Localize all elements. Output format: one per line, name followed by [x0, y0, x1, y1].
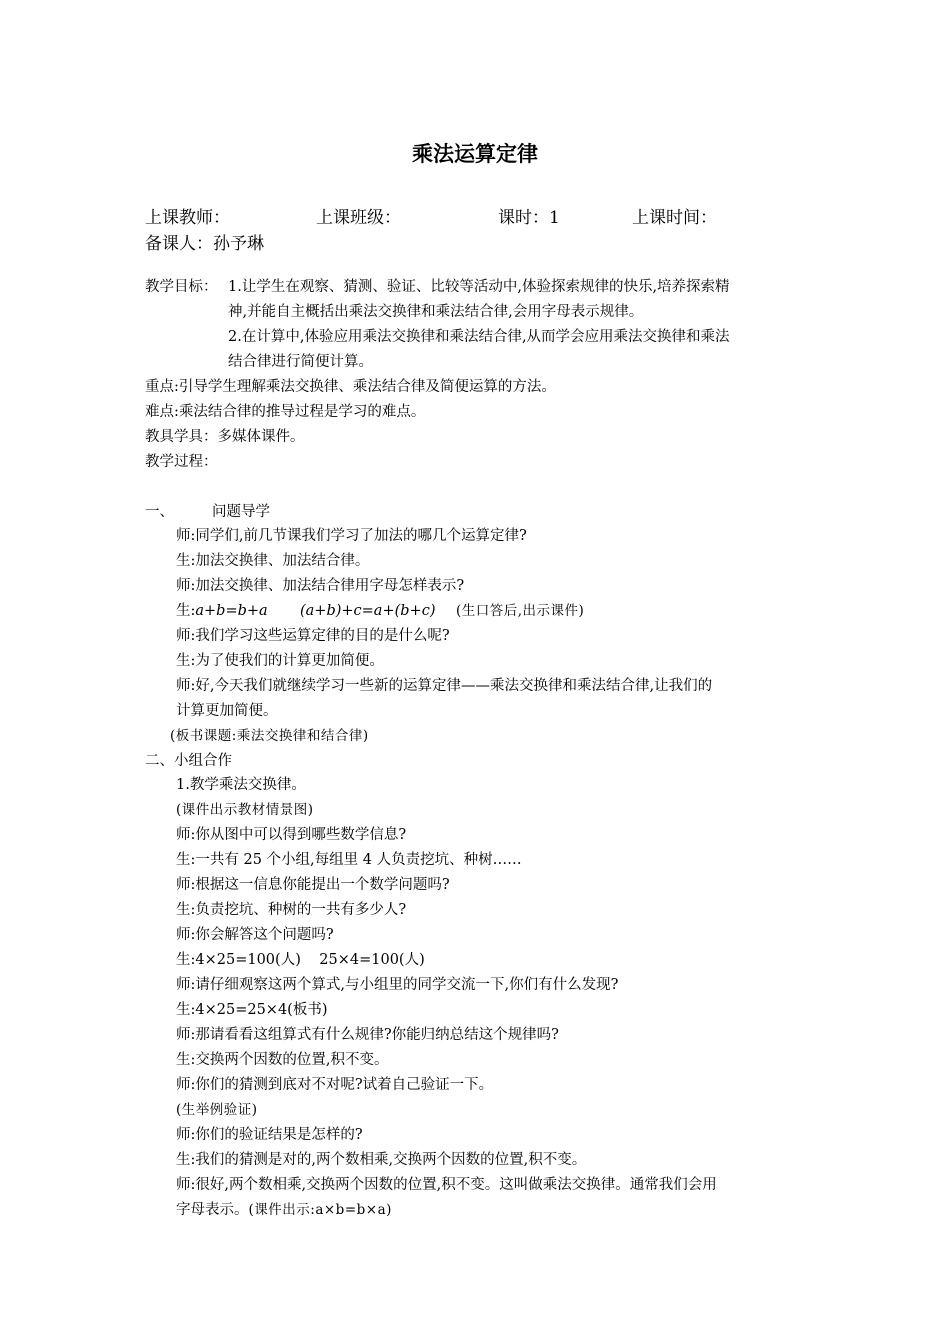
class-label: 上课班级： [316, 208, 401, 228]
dialogue-line: 生:我们的猜测是对的,两个数相乘,交换两个因数的位置,积不变。 [176, 1152, 587, 1168]
stage-note: (课件出示教材情景图) [176, 802, 314, 818]
goal-2-line-1: 2.在计算中,体验应用乘法交换律和乘法结合律,从而学会应用乘法交换律和乘法 [228, 329, 730, 345]
stage-note: (生口答后,出示课件) [456, 603, 585, 619]
goal-1-line-2: 神,并能自主概括出乘法交换律和乘法结合律,会用字母表示规律。 [228, 304, 644, 320]
dialogue-line: 师:同学们,前几节课我们学习了加法的哪几个运算定律? [176, 528, 527, 544]
period-label: 课时：1 [498, 208, 560, 228]
document-title: 乘法运算定律 [412, 142, 538, 166]
subsection-title: 1.教学乘法交换律。 [176, 777, 306, 793]
dialogue-line: 字母表示。(课件出示:a×b=b×a) [176, 1202, 392, 1218]
teacher-label: 上课教师： [145, 208, 230, 228]
formula-addition-associative: (a+b)+c=a+(b+c) [300, 603, 436, 619]
dialogue-line: 师:那请看看这组算式有什么规律?你能归纳总结这个规律吗? [176, 1027, 559, 1043]
dialogue-line: 生:负责挖坑、种树的一共有多少人? [176, 902, 407, 918]
dialogue-line: 师:你会解答这个问题吗? [176, 927, 334, 943]
dialogue-line: 生:4×25=100(人) 25×4=100(人) [176, 952, 425, 968]
dialogue-line: 生:为了使我们的计算更加简便。 [176, 653, 384, 669]
section-1-title: 问题导学 [212, 504, 270, 520]
stage-note: (生举例验证) [176, 1102, 258, 1118]
dialogue-line: 师:我们学习这些运算定律的目的是什么呢? [176, 628, 450, 644]
dialogue-line: 生:一共有 25 个小组,每组里 4 人负责挖坑、种树…… [176, 852, 522, 868]
difficulty: 难点:乘法结合律的推导过程是学习的难点。 [145, 404, 426, 420]
key-point: 重点:引导学生理解乘法交换律、乘法结合律及简便运算的方法。 [145, 379, 556, 395]
speaker-prefix: 生: [176, 603, 196, 619]
dialogue-line: 师:你从图中可以得到哪些数学信息? [176, 827, 407, 843]
process-label: 教学过程： [145, 454, 218, 470]
dialogue-line: 师:请仔细观察这两个算式,与小组里的同学交流一下,你们有什么发现? [176, 977, 619, 993]
dialogue-line: 生:交换两个因数的位置,积不变。 [176, 1052, 389, 1068]
dialogue-line: 师:根据这一信息你能提出一个数学问题吗? [176, 877, 450, 893]
dialogue-line: 师:你们的猜测到底对不对呢?试着自己验证一下。 [176, 1077, 494, 1093]
stage-note: (课件出示:a×b=b×a) [248, 1202, 392, 1218]
dialogue-line: 师:好,今天我们就继续学习一些新的运算定律——乘法交换律和乘法结合律,让我们的 [176, 678, 713, 694]
section-2-title: 二、小组合作 [145, 753, 232, 769]
tools: 教具学具：多媒体课件。 [145, 429, 305, 445]
time-label: 上课时间： [632, 208, 717, 228]
dialogue-line: 生:4×25=25×4(板书) [176, 1002, 328, 1018]
dialogue-line: 师:你们的验证结果是怎样的? [176, 1127, 363, 1143]
dialogue-line-formulas [176, 601, 268, 621]
formula-addition-commutative: a+b=b+a [195, 603, 268, 619]
dialogue-line: 师:很好,两个数相乘,交换两个因数的位置,积不变。这叫做乘法交换律。通常我们会用 [176, 1177, 717, 1193]
dialogue-line: 师:加法交换律、加法结合律用字母怎样表示? [176, 578, 465, 594]
dialogue-line: 生:加法交换律、加法结合律。 [176, 553, 370, 569]
goal-2-line-2: 结合律进行简便计算。 [228, 354, 373, 370]
stage-note: (板书课题:乘法交换律和结合律) [170, 728, 369, 744]
preparer-label: 备课人：孙予琳 [145, 234, 264, 254]
goals-label: 教学目标： [145, 279, 218, 295]
section-1-number: 一、 [145, 504, 174, 520]
dialogue-line: 计算更加简便。 [176, 703, 278, 719]
goal-1-line-1: 1.让学生在观察、猜测、验证、比较等活动中,体验探索规律的快乐,培养探索精 [228, 279, 730, 295]
